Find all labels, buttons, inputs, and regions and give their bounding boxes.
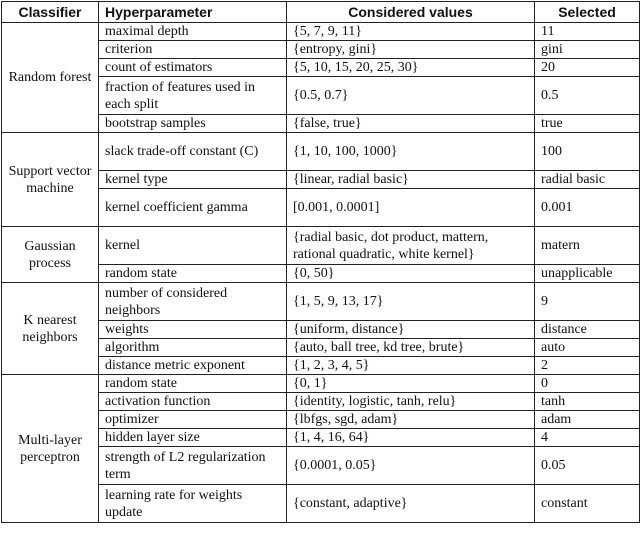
hyperparameter-cell: strength of L2 regularization term [99, 447, 287, 485]
selected-value-cell: 0.001 [535, 189, 640, 227]
hyperparameter-cell: number of considered neighbors [99, 283, 287, 321]
hyperparameter-cell: random state [99, 265, 287, 283]
considered-values-cell: {auto, ball tree, kd tree, brute} [287, 339, 535, 357]
selected-value-cell: 0.05 [535, 447, 640, 485]
selected-value-cell: gini [535, 41, 640, 59]
header-selected: Selected [535, 2, 640, 23]
selected-value-cell: unapplicable [535, 265, 640, 283]
selected-value-cell: matern [535, 227, 640, 265]
classifier-cell: Gaussian process [2, 227, 99, 283]
hyperparameter-cell: random state [99, 375, 287, 393]
hyperparameter-cell: kernel coefficient gamma [99, 189, 287, 227]
considered-values-cell: {0.0001, 0.05} [287, 447, 535, 485]
selected-value-cell: constant [535, 485, 640, 523]
selected-value-cell: 11 [535, 23, 640, 41]
selected-value-cell: tanh [535, 393, 640, 411]
selected-value-cell: 20 [535, 59, 640, 77]
selected-value-cell: radial basic [535, 171, 640, 189]
selected-value-cell: 9 [535, 283, 640, 321]
header-hyperparameter: Hyperparameter [99, 2, 287, 23]
considered-values-cell: {1, 2, 3, 4, 5} [287, 357, 535, 375]
selected-value-cell: 0 [535, 375, 640, 393]
hyperparameter-cell: distance metric exponent [99, 357, 287, 375]
considered-values-cell: {uniform, distance} [287, 321, 535, 339]
hyperparameter-cell: optimizer [99, 411, 287, 429]
hyperparameter-cell: kernel type [99, 171, 287, 189]
considered-values-cell: {entropy, gini} [287, 41, 535, 59]
selected-value-cell: 0.5 [535, 77, 640, 115]
hyperparameter-table [1, 1, 640, 523]
hyperparameter-cell: criterion [99, 41, 287, 59]
considered-values-cell: {constant, adaptive} [287, 485, 535, 523]
header-considered-values: Considered values [287, 2, 535, 23]
table-body [2, 23, 640, 523]
classifier-cell: Multi-layer perceptron [2, 375, 99, 523]
considered-values-cell: {1, 5, 9, 13, 17} [287, 283, 535, 321]
table-row [2, 133, 640, 171]
table-row [2, 227, 640, 265]
hyperparameter-cell: fraction of features used in each split [99, 77, 287, 115]
header-row [2, 2, 640, 23]
considered-values-cell: {linear, radial basic} [287, 171, 535, 189]
considered-values-cell: {5, 7, 9, 11} [287, 23, 535, 41]
hyperparameter-cell: learning rate for weights update [99, 485, 287, 523]
considered-values-cell: {0, 50} [287, 265, 535, 283]
selected-value-cell: true [535, 115, 640, 133]
considered-values-cell: {5, 10, 15, 20, 25, 30} [287, 59, 535, 77]
hyperparameter-cell: algorithm [99, 339, 287, 357]
hyperparameter-cell: weights [99, 321, 287, 339]
considered-values-cell: {1, 10, 100, 1000} [287, 133, 535, 171]
table-row [2, 375, 640, 393]
considered-values-cell: {identity, logistic, tanh, relu} [287, 393, 535, 411]
selected-value-cell: 4 [535, 429, 640, 447]
classifier-cell: Random forest [2, 23, 99, 133]
classifier-cell: K nearest neighbors [2, 283, 99, 375]
selected-value-cell: auto [535, 339, 640, 357]
selected-value-cell: adam [535, 411, 640, 429]
considered-values-cell: [0.001, 0.0001] [287, 189, 535, 227]
selected-value-cell: 100 [535, 133, 640, 171]
considered-values-cell: {0.5, 0.7} [287, 77, 535, 115]
selected-value-cell: 2 [535, 357, 640, 375]
considered-values-cell: {0, 1} [287, 375, 535, 393]
considered-values-cell: {lbfgs, sgd, adam} [287, 411, 535, 429]
hyperparameter-cell: count of estimators [99, 59, 287, 77]
selected-value-cell: distance [535, 321, 640, 339]
header-classifier: Classifier [2, 2, 99, 23]
hyperparameter-cell: maximal depth [99, 23, 287, 41]
hyperparameter-cell: slack trade-off constant (C) [99, 133, 287, 171]
considered-values-cell: {false, true} [287, 115, 535, 133]
table-row [2, 23, 640, 41]
hyperparameter-cell: activation function [99, 393, 287, 411]
considered-values-cell: {1, 4, 16, 64} [287, 429, 535, 447]
hyperparameter-cell: kernel [99, 227, 287, 265]
considered-values-cell: {radial basic, dot product, mattern, rational quadratic, white kernel} [287, 227, 535, 265]
classifier-cell: Support vector machine [2, 133, 99, 227]
hyperparameter-cell: bootstrap samples [99, 115, 287, 133]
hyperparameter-cell: hidden layer size [99, 429, 287, 447]
table-row [2, 283, 640, 321]
